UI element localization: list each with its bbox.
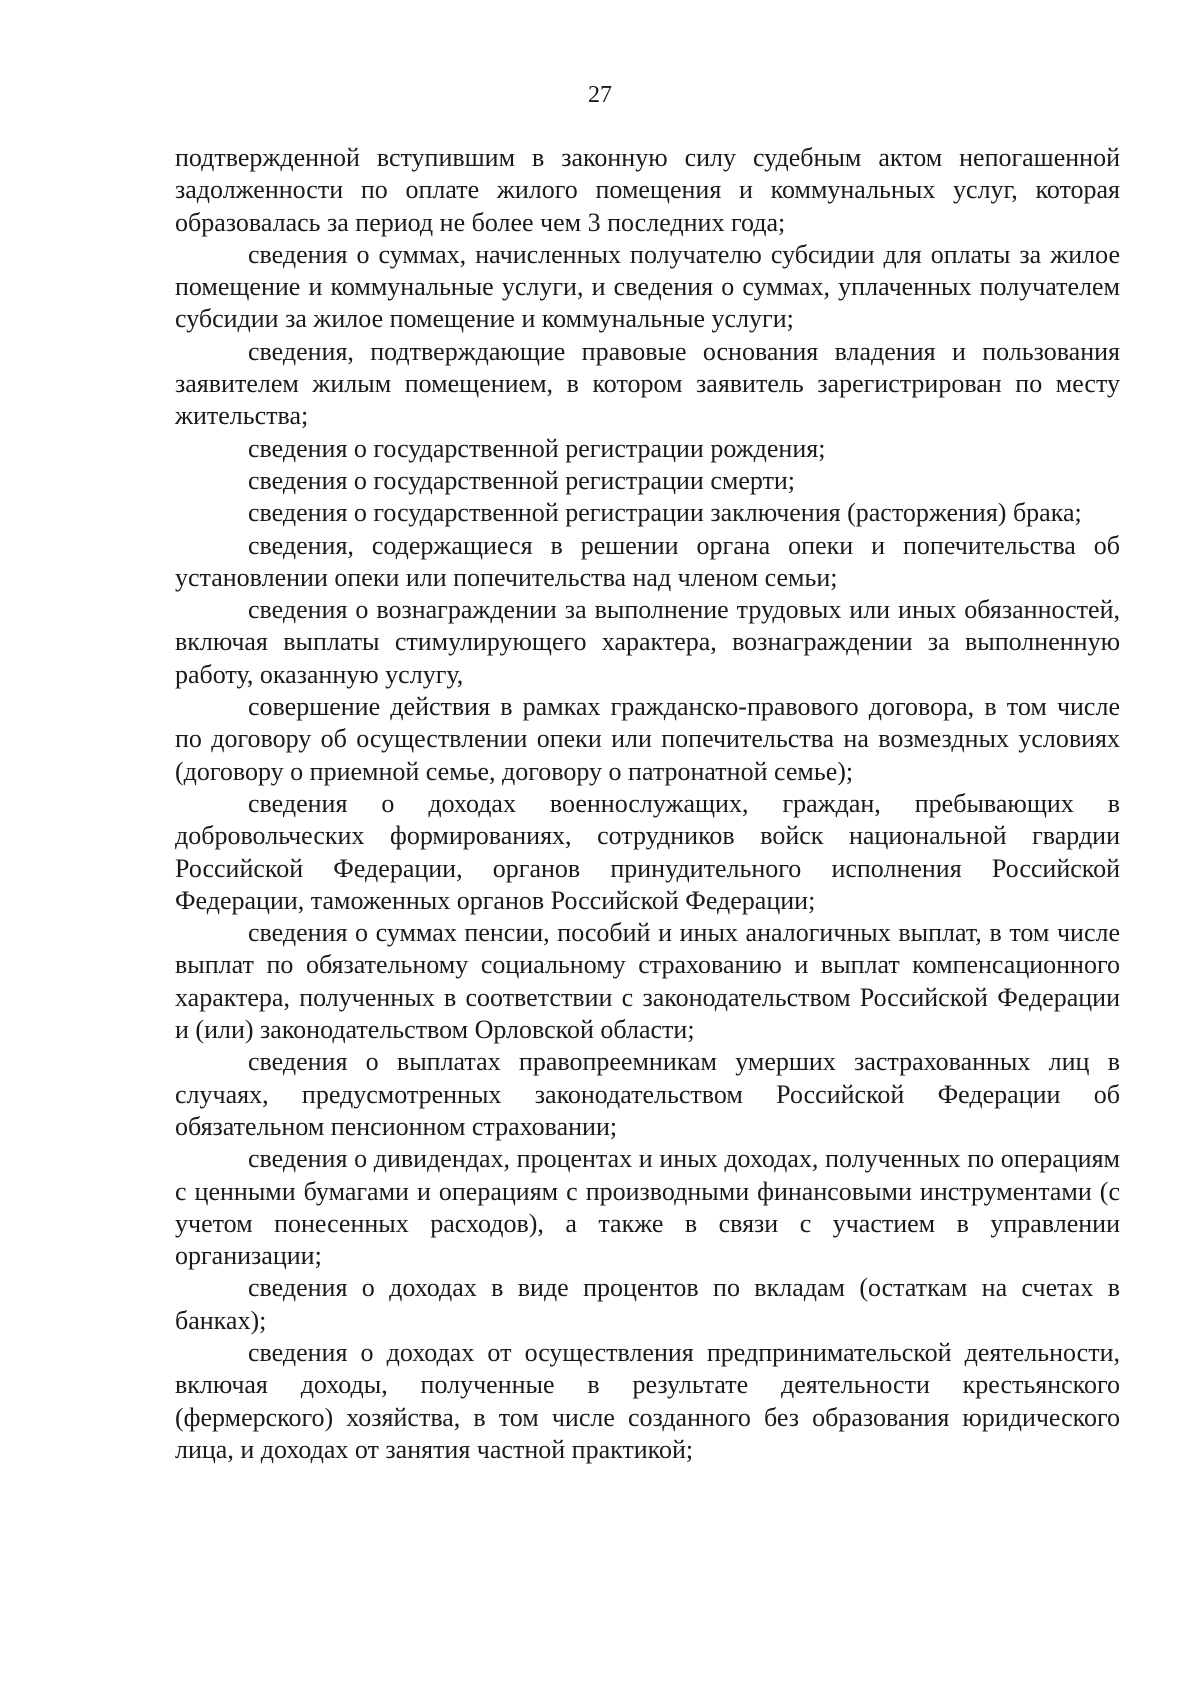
paragraph: сведения о государственной регистрации рождения; [248, 433, 826, 463]
paragraph: сведения о суммах, начисленных получателю субсидии для оплаты за жилое помещение и коммунальные услуги, и сведения о суммах, уплаченных получателем субсидии за жилое помещение и коммунальные услуги; [175, 239, 1120, 334]
paragraph: сведения о государственной регистрации смерти; [248, 465, 796, 495]
paragraph: сведения, подтверждающие правовые основания владения и пользования заявителем жилым помещением, в котором заявитель зарегистрирован по месту жительства; [175, 336, 1120, 431]
paragraph: сведения, содержащиеся в решении органа опеки и попечительства об установлении опеки или попечительства над членом семьи; [175, 530, 1120, 592]
paragraph: сведения о выплатах правопреемникам умерших застрахованных лиц в случаях, предусмотренных законодательством Российской Федерации об обязательном пенсионном страховании; [175, 1047, 1120, 1141]
document-body [175, 142, 1120, 1466]
paragraph: сведения о дивидендах, процентах и иных доходах, полученных по операциям с ценными бумагами и операциям с производными финансовыми инструментами (с учетом понесенных расходов), а также в связи с участием в управлении организации; [175, 1144, 1120, 1271]
page-number: 27 [588, 82, 612, 108]
paragraph: сведения о доходах от осуществления предпринимательской деятельности, включая доходы, полученные в результате деятельности крестьянского (фермерского) хозяйства, в том числе созданного без образования юридического лица, и доходах от занятия частной практикой; [175, 1337, 1120, 1464]
paragraph: подтвержденной вступившим в законную силу судебным актом непогашенной задолженности по оплате жилого помещения и коммунальных услуг, которая образовалась за период не более чем 3 последних года; [175, 143, 1120, 237]
paragraph: совершение действия в рамках гражданско-правового договора, в том числе по договору об осуществлении опеки или попечительства на возмездных условиях (договору о приемной семье, договору о патронатной семье); [175, 692, 1120, 786]
paragraph: сведения о доходах в виде процентов по вкладам (остаткам на счетах в банках); [175, 1273, 1120, 1335]
paragraph: сведения о доходах военнослужащих, граждан, пребывающих в добровольческих формированиях, сотрудников войск национальной гвардии Российской Федерации, органов принудительного исполнения Российской Федерации, таможенных органов Российской Федерации; [175, 788, 1120, 915]
paragraph: сведения о вознаграждении за выполнение трудовых или иных обязанностей, включая выплаты стимулирующего характера, вознаграждении за выполненную работу, оказанную услугу, [175, 595, 1120, 689]
paragraph: сведения о суммах пенсии, пособий и иных аналогичных выплат, в том числе выплат по обязательному социальному страхованию и выплат компенсационного характера, полученных в соответствии с законодательством Российской Федерации и (или) законодательством Орловской области; [175, 918, 1120, 1045]
paragraph: сведения о государственной регистрации заключения (расторжения) брака; [248, 498, 1082, 528]
